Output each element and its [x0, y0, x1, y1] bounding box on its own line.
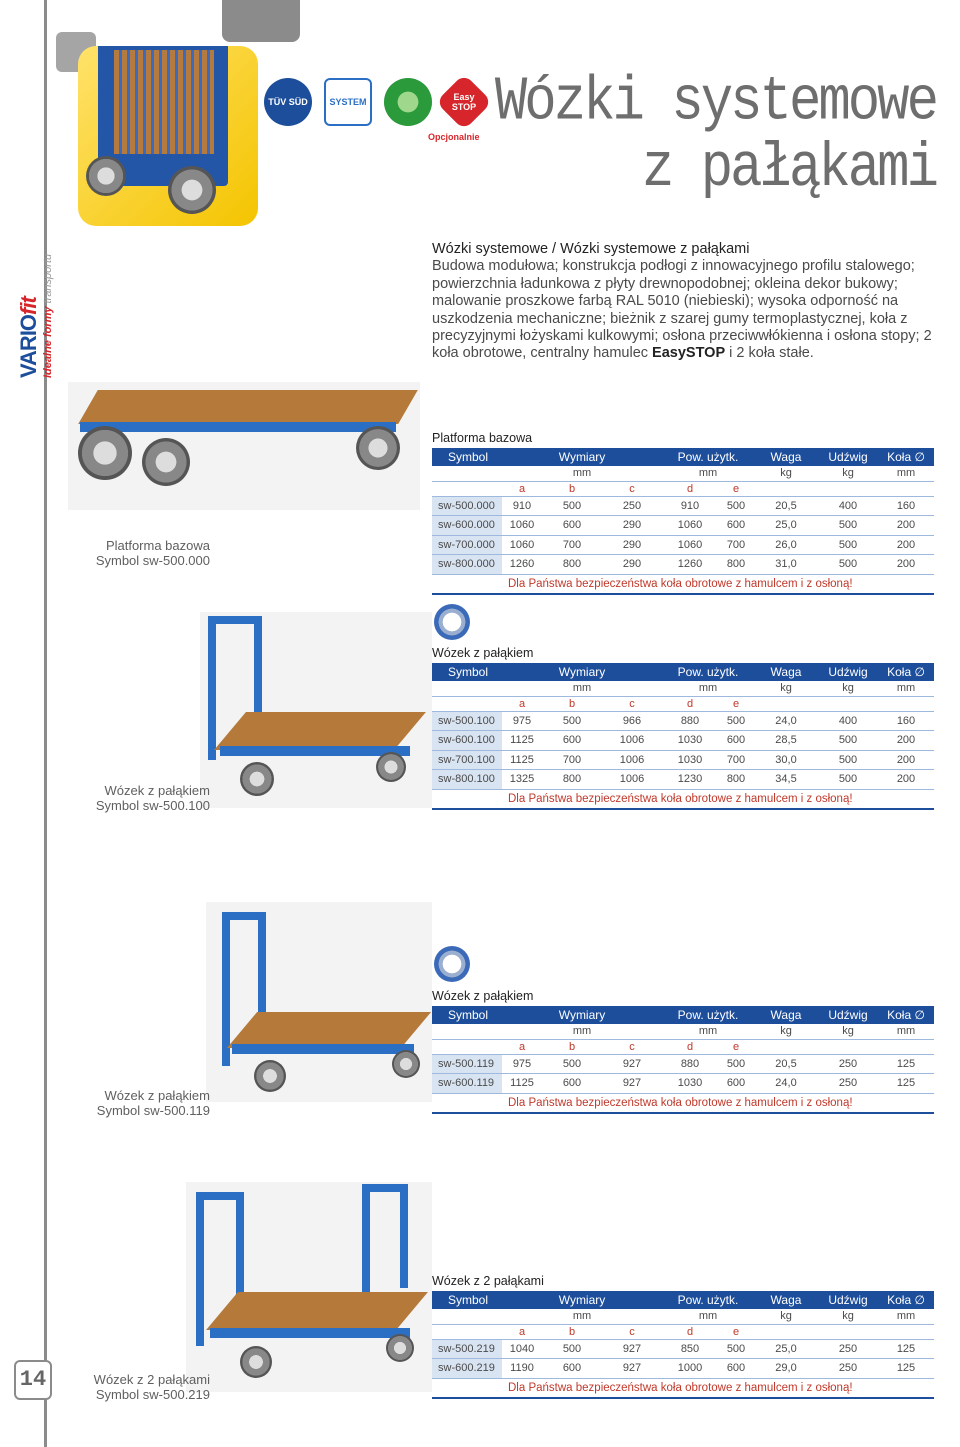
- col-header: Pow. użytk.: [662, 448, 754, 466]
- table-cell: sw-600.219: [432, 1359, 502, 1379]
- intro-text: [432, 241, 940, 363]
- table-cell: 1260: [502, 555, 542, 575]
- table-cell: 200: [878, 770, 934, 790]
- table-cell: 250: [602, 496, 662, 516]
- table-cell: 160: [878, 496, 934, 516]
- col-header: Symbol: [432, 448, 502, 466]
- table-cell: 250: [818, 1074, 878, 1094]
- table-cell: 1006: [602, 750, 662, 770]
- table-cell: 1060: [662, 535, 718, 555]
- col-header: Pow. użytk.: [662, 663, 754, 681]
- table-cell: 400: [818, 711, 878, 731]
- table-row: [432, 1074, 934, 1094]
- table-cell: 1230: [662, 770, 718, 790]
- table-cell: 927: [602, 1339, 662, 1359]
- table-cell: sw-800.100: [432, 770, 502, 790]
- table-cell: 400: [818, 496, 878, 516]
- table-cell: 975: [502, 1054, 542, 1074]
- table-cell: 600: [718, 731, 754, 751]
- wheel-icon: [240, 1346, 272, 1378]
- table-cell: 500: [718, 1054, 754, 1074]
- table-cell: sw-600.119: [432, 1074, 502, 1094]
- page-number: 14: [14, 1360, 52, 1400]
- table-cell: 600: [542, 516, 602, 536]
- table-cell: 966: [602, 711, 662, 731]
- table-cell: 1060: [502, 516, 542, 536]
- table-cell: 25,0: [754, 516, 818, 536]
- col-header: Koła ∅: [878, 1006, 934, 1024]
- col-header: Udźwig: [818, 663, 878, 681]
- safety-note: Dla Państwa bezpieczeństwa koła obrotowe z hamulcem i z osłoną!: [502, 789, 934, 809]
- table-row: [432, 516, 934, 536]
- table-row: [432, 1054, 934, 1074]
- brand-logo: [16, 228, 76, 378]
- table-cell: 31,0: [754, 555, 818, 575]
- eco-badge-icon: [384, 78, 432, 126]
- safety-note: Dla Państwa bezpieczeństwa koła obrotowe z hamulcem i z osłoną!: [502, 1093, 934, 1113]
- table-row: [432, 750, 934, 770]
- col-header: Waga: [754, 1006, 818, 1024]
- table-cell: 1030: [662, 750, 718, 770]
- brand-name: VARIOfit: [16, 297, 41, 378]
- table-cell: 200: [878, 750, 934, 770]
- section-title: Platforma bazowa: [432, 431, 533, 445]
- table-cell: 500: [718, 711, 754, 731]
- title-line-1: Wózki systemowe: [494, 67, 936, 138]
- table-cell: 880: [662, 711, 718, 731]
- title-line-2: z pałąkami: [641, 134, 936, 205]
- table-cell: 290: [602, 535, 662, 555]
- table-cell: 600: [542, 731, 602, 751]
- table-cell: 600: [718, 516, 754, 536]
- col-header: Wymiary: [502, 448, 662, 466]
- col-header: Symbol: [432, 1291, 502, 1309]
- col-header: Pow. użytk.: [662, 1006, 754, 1024]
- table-cell: 600: [718, 1359, 754, 1379]
- table-cell: 1125: [502, 1074, 542, 1094]
- table-cell: 28,5: [754, 731, 818, 751]
- table-cell: 500: [818, 750, 878, 770]
- wheel-icon: [356, 426, 400, 470]
- brand-vertical: [16, 254, 54, 378]
- product-photo-platform: [68, 382, 420, 510]
- table-cell: 24,0: [754, 1074, 818, 1094]
- wheel-icon: [86, 156, 126, 196]
- table-cell: sw-500.100: [432, 711, 502, 731]
- col-header: Udźwig: [818, 448, 878, 466]
- table-cell: 850: [662, 1339, 718, 1359]
- table-row: [432, 555, 934, 575]
- table-cell: 927: [602, 1054, 662, 1074]
- caption-handle-cart-119: Wózek z pałąkiem Symbol sw-500.119: [96, 1088, 210, 1118]
- table-cell: 500: [542, 496, 602, 516]
- table-cell: 500: [818, 535, 878, 555]
- table-cell: 500: [818, 555, 878, 575]
- corner-tab: [222, 0, 300, 42]
- table-cell: 200: [878, 731, 934, 751]
- product-photo-two-handle-cart: [186, 1182, 432, 1392]
- col-header: Wymiary: [502, 663, 662, 681]
- col-header: Waga: [754, 663, 818, 681]
- col-header: Koła ∅: [878, 448, 934, 466]
- table-cell: 34,5: [754, 770, 818, 790]
- table-cell: 700: [718, 535, 754, 555]
- table-row: [432, 770, 934, 790]
- table-cell: 125: [878, 1074, 934, 1094]
- table-cell: 927: [602, 1074, 662, 1094]
- table-row: [432, 711, 934, 731]
- table-cell: 1260: [662, 555, 718, 575]
- table-cell: 125: [878, 1359, 934, 1379]
- table-row: [432, 1339, 934, 1359]
- table-cell: 800: [718, 770, 754, 790]
- wheel-guard-icon: [434, 604, 470, 640]
- table-cell: 125: [878, 1339, 934, 1359]
- col-header: Waga: [754, 448, 818, 466]
- wheel-icon: [254, 1060, 286, 1092]
- table-cell: 26,0: [754, 535, 818, 555]
- table-cell: sw-800.000: [432, 555, 502, 575]
- wheel-icon: [240, 762, 274, 796]
- brand-tagline: Idealne formy transportu: [42, 253, 54, 378]
- tuv-badge-icon: TÜV SÜD: [264, 78, 312, 126]
- page-title: [494, 67, 936, 205]
- intro-body: Budowa modułowa; konstrukcja podłogi z innowacyjnego profilu stalowego; powierzchnia ładunkowa z płyty drewnopodobnej; okleina dekor bukowy; malowanie proszkowe farbą RAL 5010 (niebieski); wysoka odporność na uszkodzenia mechaniczne; bieżnik z szarej gumy termoplastycznej, koła z precyzyjnymi łożyskami kulkowymi; osłona przeciwwłókienna i osłona stopy; 2 koła obrotowe, centralny hamulec EasySTOP i 2 koła stałe.: [432, 258, 932, 362]
- table-cell: 160: [878, 711, 934, 731]
- col-header: Koła ∅: [878, 1291, 934, 1309]
- table-row: [432, 731, 934, 751]
- table-cell: 500: [542, 711, 602, 731]
- table-cell: 1325: [502, 770, 542, 790]
- table-cell: 1125: [502, 731, 542, 751]
- intro-heading: Wózki systemowe / Wózki systemowe z pałąkami: [432, 241, 750, 257]
- table-cell: 125: [878, 1054, 934, 1074]
- table-cell: 600: [718, 1074, 754, 1094]
- table-cell: sw-500.000: [432, 496, 502, 516]
- spec-table-handle-cart-119: Symbol Wymiary Pow. użytk. Waga Udźwig Koła ∅ mm mm kg kg mm a b c d e sw-500.119 975 500 927 880 500 20,5 250 125 sw-600.119 1125 600 927 1030 600 24,0 250 125 Dla Państwa bezpieczeństwa koła obrotowe z hamulcem i z osłoną!: [432, 1006, 934, 1114]
- table-cell: 24,0: [754, 711, 818, 731]
- col-header: Koła ∅: [878, 663, 934, 681]
- col-header: Udźwig: [818, 1006, 878, 1024]
- col-header: Symbol: [432, 663, 502, 681]
- table-cell: 290: [602, 516, 662, 536]
- col-header: Symbol: [432, 1006, 502, 1024]
- table-cell: 1030: [662, 731, 718, 751]
- wheel-icon: [168, 166, 216, 214]
- wheel-icon: [392, 1050, 420, 1078]
- table-row: [432, 1359, 934, 1379]
- table-cell: 500: [718, 1339, 754, 1359]
- table-cell: 500: [542, 1339, 602, 1359]
- table-cell: 880: [662, 1054, 718, 1074]
- wheel-icon: [376, 752, 406, 782]
- table-cell: 910: [662, 496, 718, 516]
- table-cell: 1006: [602, 731, 662, 751]
- table-cell: 800: [542, 555, 602, 575]
- col-header: Waga: [754, 1291, 818, 1309]
- wheel-icon: [78, 426, 132, 480]
- col-header: Wymiary: [502, 1291, 662, 1309]
- table-cell: sw-600.000: [432, 516, 502, 536]
- safety-note: Dla Państwa bezpieczeństwa koła obrotowe z hamulcem i z osłoną!: [502, 574, 934, 594]
- table-cell: 1125: [502, 750, 542, 770]
- cart-mesh: [114, 50, 214, 154]
- hero-photo-cage-cart: [78, 46, 258, 226]
- easystop-badge-icon: Easy STOP: [436, 74, 493, 131]
- table-cell: 800: [718, 555, 754, 575]
- section-title: Wózek z pałąkiem: [432, 646, 534, 660]
- product-photo-handle-cart-119: [206, 902, 432, 1102]
- spec-table-handle-cart: Symbol Wymiary Pow. użytk. Waga Udźwig Koła ∅ mm mm kg kg mm a b c d e sw-500.100 975 500 966 880 500 24,0 400 160 sw-600.100 1125 600 1006 1030 600 28,5 500 200 sw-700.100 1125 700 1006 1030 700 30,0 500 200 sw-800.100 1325 800 1006 1230 800 34,5 500 200 Dla Państwa bezpieczeństwa koła obrotowe z hamulcem i z osłoną!: [432, 663, 934, 810]
- table-cell: 700: [542, 535, 602, 555]
- table-cell: sw-600.100: [432, 731, 502, 751]
- table-cell: 500: [818, 516, 878, 536]
- table-cell: 500: [818, 770, 878, 790]
- col-header: Wymiary: [502, 1006, 662, 1024]
- caption-two-handle-cart: Wózek z 2 pałąkami Symbol sw-500.219: [93, 1372, 210, 1402]
- col-header: Udźwig: [818, 1291, 878, 1309]
- table-cell: 600: [542, 1359, 602, 1379]
- table-cell: 29,0: [754, 1359, 818, 1379]
- safety-note: Dla Państwa bezpieczeństwa koła obrotowe z hamulcem i z osłoną!: [502, 1378, 934, 1398]
- caption-platform: Platforma bazowa Symbol sw-500.000: [95, 538, 210, 568]
- table-cell: 500: [542, 1054, 602, 1074]
- table-cell: 700: [542, 750, 602, 770]
- table-cell: 800: [542, 770, 602, 790]
- spec-table-platform: Symbol Wymiary Pow. użytk. Waga Udźwig Koła ∅ mm mm kg kg mm a b c d e sw-500.000 910 500 250 910 500 20,5 400 160 sw-600.000 1060 600 290 1060 600 25,0 500 200 sw-700.000 1060 700 290 1060 700 26,0 500 200 sw-800.000 1260 800 290 1260 800 31,0 500 200 Dla Państwa bezpieczeństwa koła obrotowe z hamulcem i z osłoną!: [432, 448, 934, 595]
- table-cell: 1000: [662, 1359, 718, 1379]
- table-cell: sw-500.119: [432, 1054, 502, 1074]
- certification-badges: [264, 78, 484, 126]
- table-row: [432, 496, 934, 516]
- table-cell: 500: [718, 496, 754, 516]
- table-cell: 1040: [502, 1339, 542, 1359]
- table-cell: 910: [502, 496, 542, 516]
- wheel-icon: [142, 438, 190, 486]
- spec-table-two-handle-cart: Symbol Wymiary Pow. użytk. Waga Udźwig Koła ∅ mm mm kg kg mm a b c d e sw-500.219 1040 500 927 850 500 25,0 250 125 sw-600.219 1190 600 927 1000 600 29,0 250 125 Dla Państwa bezpieczeństwa koła obrotowe z hamulcem i z osłoną!: [432, 1291, 934, 1399]
- table-cell: 250: [818, 1359, 878, 1379]
- caption-handle-cart: Wózek z pałąkiem Symbol sw-500.100: [95, 783, 210, 813]
- table-cell: 1060: [502, 535, 542, 555]
- table-cell: 20,5: [754, 1054, 818, 1074]
- table-cell: 600: [542, 1074, 602, 1094]
- table-cell: 25,0: [754, 1339, 818, 1359]
- table-cell: 1060: [662, 516, 718, 536]
- table-cell: 30,0: [754, 750, 818, 770]
- wheel-icon: [386, 1334, 414, 1362]
- table-cell: 200: [878, 535, 934, 555]
- product-photo-handle-cart: [200, 612, 432, 808]
- table-cell: 290: [602, 555, 662, 575]
- optional-label: Opcjonalnie: [428, 132, 480, 142]
- section-title: Wózek z 2 pałąkami: [432, 1274, 544, 1288]
- table-cell: sw-700.100: [432, 750, 502, 770]
- table-cell: 250: [818, 1339, 878, 1359]
- system-badge-icon: SYSTEM: [324, 78, 372, 126]
- sidebar-rule: [44, 0, 47, 1447]
- table-cell: 700: [718, 750, 754, 770]
- table-cell: 1006: [602, 770, 662, 790]
- section-title: Wózek z pałąkiem: [432, 989, 534, 1003]
- table-cell: sw-700.000: [432, 535, 502, 555]
- table-cell: 250: [818, 1054, 878, 1074]
- col-header: Pow. użytk.: [662, 1291, 754, 1309]
- table-cell: 200: [878, 516, 934, 536]
- table-cell: sw-500.219: [432, 1339, 502, 1359]
- table-cell: 1030: [662, 1074, 718, 1094]
- wheel-guard-icon: [434, 946, 470, 982]
- table-cell: 1190: [502, 1359, 542, 1379]
- table-cell: 500: [818, 731, 878, 751]
- table-row: [432, 535, 934, 555]
- table-cell: 200: [878, 555, 934, 575]
- table-cell: 20,5: [754, 496, 818, 516]
- table-cell: 927: [602, 1359, 662, 1379]
- table-cell: 975: [502, 711, 542, 731]
